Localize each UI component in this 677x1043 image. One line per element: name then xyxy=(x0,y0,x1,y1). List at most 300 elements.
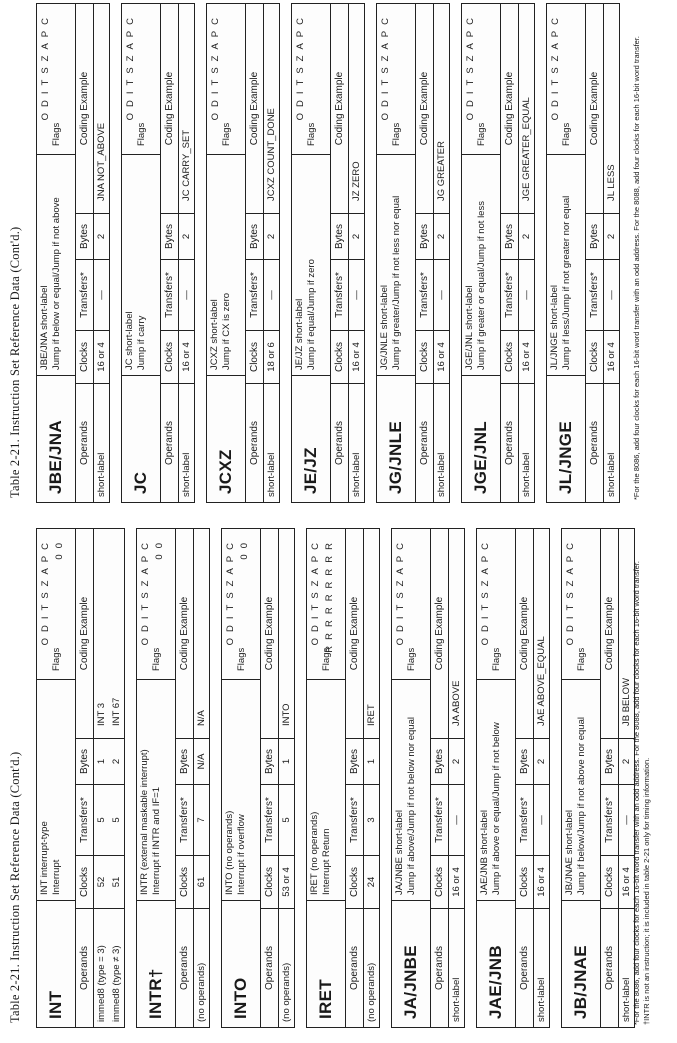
coding-example-cell: JB BELOW xyxy=(621,677,632,726)
column-headers xyxy=(76,529,94,1027)
column-headers xyxy=(501,4,519,502)
operands-header: Operands xyxy=(176,908,193,1027)
instruction-description xyxy=(207,154,245,375)
instruction-entry xyxy=(391,528,465,1028)
clocks-cell: 18 or 6 xyxy=(264,330,279,383)
bytes-header: Bytes xyxy=(431,738,448,784)
bytes-header: Bytes xyxy=(516,738,533,784)
instruction-entry xyxy=(306,528,380,1028)
flags-label: Flags xyxy=(306,122,317,146)
entry-header xyxy=(222,529,261,1027)
flags-box xyxy=(547,4,585,154)
instruction-entry xyxy=(461,3,535,503)
coding-example-header: Coding Example xyxy=(79,71,90,146)
clocks-cell: 16 or 4 xyxy=(604,330,619,383)
flag-names: ODITSZAPC xyxy=(295,12,306,121)
entry-header xyxy=(307,529,346,1027)
transfers-header: Transfers* xyxy=(431,784,448,855)
table-rows xyxy=(279,529,294,1027)
operand-cell: short-label xyxy=(604,383,619,502)
table-row xyxy=(519,4,534,502)
instruction-entry xyxy=(546,3,620,503)
flags-box xyxy=(462,4,500,154)
clocks-header: Clocks xyxy=(416,330,433,383)
entry-header xyxy=(562,529,601,1027)
mnemonic: INTO xyxy=(222,900,260,1027)
clocks-cell: 16 or 4 xyxy=(519,330,534,383)
table-rows xyxy=(194,529,209,1027)
flags-box xyxy=(207,4,245,154)
coding-example-header: Coding Example xyxy=(604,596,615,671)
column-headers xyxy=(331,4,349,502)
flag-values: 00 xyxy=(239,537,250,560)
coding-example-header: Coding Example xyxy=(419,71,430,146)
table-rows xyxy=(449,529,464,1027)
operand-cell: short-label xyxy=(449,908,464,1027)
clocks-header: Clocks xyxy=(346,855,363,908)
coding-example-cell: JZ ZERO xyxy=(351,161,362,201)
bytes-cell: 2 xyxy=(264,213,279,259)
bytes-header: Bytes xyxy=(501,213,518,259)
bytes-header: Bytes xyxy=(601,738,618,784)
clocks-cell: 16 or 4 xyxy=(349,330,364,383)
table-rows xyxy=(519,4,534,502)
operand-cell: short-label xyxy=(434,383,449,502)
coding-example-header: Coding Example xyxy=(249,71,260,146)
mnemonic: JE/JZ xyxy=(292,375,330,502)
bytes-header: Bytes xyxy=(161,213,178,259)
operand-cell: short-label xyxy=(619,908,634,1027)
clocks-header: Clocks xyxy=(431,855,448,908)
coding-example-header: Coding Example xyxy=(264,596,275,671)
bytes-cell: 2 xyxy=(109,738,124,784)
bytes-cell: 2 xyxy=(434,213,449,259)
bytes-cell: 2 xyxy=(349,213,364,259)
description-line-1: JC short-label xyxy=(124,311,135,370)
operand-cell: short-label xyxy=(94,383,109,502)
coding-example-cell: JCXZ COUNT_DONE xyxy=(266,108,277,201)
description-line-1: JL/JNGE short-label xyxy=(549,284,560,370)
clocks-header: Clocks xyxy=(76,855,93,908)
flag-names: ODITSZAPC xyxy=(480,537,491,646)
coding-example-cell: INTO xyxy=(281,703,292,726)
flags-label: Flags xyxy=(151,647,162,671)
flags-label: Flags xyxy=(391,122,402,146)
operands-header: Operands xyxy=(601,908,618,1027)
clocks-cell: 61 xyxy=(194,855,209,908)
description-line-1: JAE/JNB short-label xyxy=(479,809,490,895)
table-row xyxy=(534,529,549,1027)
clocks-header: Clocks xyxy=(331,330,348,383)
description-line-2: Jump if less/Jump if not greater nor equal xyxy=(561,195,572,370)
clocks-cell: 53 or 4 xyxy=(279,855,294,908)
table-rows xyxy=(364,529,379,1027)
operands-header: Operands xyxy=(261,908,278,1027)
column-headers xyxy=(431,529,449,1027)
clocks-cell: 16 or 4 xyxy=(179,330,194,383)
table-row xyxy=(264,4,279,502)
clocks-cell: 24 xyxy=(364,855,379,908)
description-line-2: Jump if below/Jump if not above nor equal xyxy=(576,717,587,895)
instruction-entry xyxy=(136,528,210,1028)
operand-cell: (no operands) xyxy=(194,908,209,1027)
bytes-cell: 1 xyxy=(279,738,294,784)
column-headers xyxy=(586,4,604,502)
flags-box xyxy=(222,529,260,679)
entry-header xyxy=(292,4,331,502)
left-column xyxy=(36,528,646,1028)
flag-names: ODITSZAPC xyxy=(465,12,476,121)
description-line-1: JG/JNLE short-label xyxy=(379,284,390,370)
transfers-cell: — xyxy=(604,259,619,330)
clocks-header: Clocks xyxy=(516,855,533,908)
instruction-description xyxy=(37,679,75,900)
operands-header: Operands xyxy=(431,908,448,1027)
entry-header xyxy=(547,4,586,502)
bytes-cell: 2 xyxy=(519,213,534,259)
operand-cell: short-label xyxy=(519,383,534,502)
footnote-right: *For the 8086, add four clocks for each 16-bit word transfer with an odd address. For the 8088, add four clocks for each 16-bit word transfer. xyxy=(632,36,641,500)
instruction-entry xyxy=(376,3,450,503)
table-row xyxy=(604,4,619,502)
instruction-description xyxy=(122,154,160,375)
description-line-2: Jump if equal/Jump if zero xyxy=(306,259,317,370)
transfers-cell: — xyxy=(264,259,279,330)
table-row xyxy=(364,529,379,1027)
description-line-2: Jump if CX is zero xyxy=(221,292,232,370)
footnote-left-line-1: *For the 8086, add four clocks for each 16-bit word transfer with an odd address. For the 8088, add four clocks for each 16-bit word transfer. xyxy=(632,561,641,1025)
instruction-description xyxy=(377,154,415,375)
flags-label: Flags xyxy=(406,647,417,671)
bytes-header: Bytes xyxy=(76,738,93,784)
transfers-header: Transfers* xyxy=(76,784,93,855)
coding-example-header: Coding Example xyxy=(334,71,345,146)
transfers-header: Transfers* xyxy=(501,259,518,330)
description-line-1: JGE/JNL short-label xyxy=(464,285,475,370)
table-title-left: Table 2-21. Instruction Set Reference Data (Cont'd.) xyxy=(8,751,22,1023)
transfers-cell: — xyxy=(349,259,364,330)
flags-label: Flags xyxy=(321,647,332,671)
instruction-entry xyxy=(561,528,635,1028)
instruction-entry xyxy=(291,3,365,503)
footnote-left-line-2: †INTR is not an instruction; it is included in table 2-21 only for timing information. xyxy=(642,757,651,1025)
bytes-cell: 1 xyxy=(364,738,379,784)
operands-header: Operands xyxy=(76,908,93,1027)
operand-cell: immed8 (type ≠ 3) xyxy=(109,908,124,1027)
flags-label: Flags xyxy=(221,122,232,146)
mnemonic: JL/JNGE xyxy=(547,375,585,502)
transfers-header: Transfers* xyxy=(246,259,263,330)
description-line-2: Interrupt if INTR and IF=1 xyxy=(151,787,162,895)
flags-label: Flags xyxy=(51,122,62,146)
transfers-cell: — xyxy=(434,259,449,330)
mnemonic: JC xyxy=(122,375,160,502)
mnemonic: IRET xyxy=(307,900,345,1027)
flag-names: ODITSZAPC xyxy=(380,12,391,121)
flags-label: Flags xyxy=(561,122,572,146)
bytes-header: Bytes xyxy=(76,213,93,259)
flag-names: ODITSZAPC xyxy=(225,537,236,646)
transfers-cell: 5 xyxy=(109,784,124,855)
coding-example-cell: JG GREATER xyxy=(436,141,447,201)
clocks-cell: 52 xyxy=(94,855,109,908)
table-rows xyxy=(264,4,279,502)
description-line-1: INTR (external maskable interrupt) xyxy=(139,749,150,895)
clocks-cell: 16 or 4 xyxy=(449,855,464,908)
flags-box xyxy=(562,529,600,679)
clocks-header: Clocks xyxy=(261,855,278,908)
description-line-1: INT interrupt-type xyxy=(39,821,50,895)
flag-names: ODITSZAPC xyxy=(140,537,151,646)
instruction-entry xyxy=(206,3,280,503)
transfers-cell: — xyxy=(519,259,534,330)
coding-example-cell: JA ABOVE xyxy=(451,680,462,726)
table-rows xyxy=(94,529,124,1027)
flags-box xyxy=(37,529,75,679)
right-column xyxy=(36,3,631,503)
flag-names: ODITSZAPC xyxy=(565,537,576,646)
column-headers xyxy=(246,4,264,502)
coding-example-cell: JL LESS xyxy=(606,164,617,201)
flag-names: ODITSZAPC xyxy=(40,12,51,121)
flags-box xyxy=(307,529,345,679)
entry-header xyxy=(137,529,176,1027)
coding-example-header: Coding Example xyxy=(349,596,360,671)
description-line-2: Jump if greater/Jump if not less nor equal xyxy=(391,195,402,370)
bytes-header: Bytes xyxy=(261,738,278,784)
instruction-entry xyxy=(121,3,195,503)
table-row xyxy=(434,4,449,502)
coding-example-header: Coding Example xyxy=(164,71,175,146)
table-row xyxy=(109,529,124,1027)
description-line-1: INTO (no operands) xyxy=(224,810,235,895)
table-rows xyxy=(94,4,109,502)
bytes-cell: 2 xyxy=(179,213,194,259)
instruction-entry xyxy=(36,3,110,503)
operand-cell: short-label xyxy=(179,383,194,502)
instruction-description xyxy=(37,154,75,375)
transfers-cell: 5 xyxy=(94,784,109,855)
table-row xyxy=(279,529,294,1027)
column-headers xyxy=(601,529,619,1027)
flags-label: Flags xyxy=(491,647,502,671)
transfers-header: Transfers* xyxy=(176,784,193,855)
coding-example-header: Coding Example xyxy=(434,596,445,671)
operands-header: Operands xyxy=(76,383,93,502)
transfers-header: Transfers* xyxy=(161,259,178,330)
description-line-1: JE/JZ short-label xyxy=(294,298,305,370)
entry-header xyxy=(377,4,416,502)
coding-example-cell: IRET xyxy=(366,704,377,726)
transfers-cell: 3 xyxy=(364,784,379,855)
operands-header: Operands xyxy=(331,383,348,502)
mnemonic: JGE/JNL xyxy=(462,375,500,502)
coding-example-header: Coding Example xyxy=(79,596,90,671)
flags-label: Flags xyxy=(476,122,487,146)
table-row xyxy=(449,529,464,1027)
entry-header xyxy=(477,529,516,1027)
description-line-2: Jump if above or equal/Jump if not below xyxy=(491,722,502,895)
bytes-cell: 2 xyxy=(94,213,109,259)
bytes-cell: 2 xyxy=(604,213,619,259)
flag-values: RRRRRRRRR xyxy=(324,537,335,653)
transfers-header: Transfers* xyxy=(601,784,618,855)
flag-names: ODITSZAPC xyxy=(395,537,406,646)
column-headers xyxy=(261,529,279,1027)
table-row xyxy=(94,529,109,1027)
description-line-2: Jump if above/Jump if not below nor equal xyxy=(406,717,417,895)
footnote-left xyxy=(632,525,652,1025)
coding-example-cell: JC CARRY_SET xyxy=(181,129,192,201)
entry-header xyxy=(462,4,501,502)
instruction-description xyxy=(222,679,260,900)
bytes-header: Bytes xyxy=(416,213,433,259)
instruction-description xyxy=(307,679,345,900)
table-rows xyxy=(179,4,194,502)
coding-example-header: Coding Example xyxy=(179,596,190,671)
operand-cell: (no operands) xyxy=(364,908,379,1027)
clocks-header: Clocks xyxy=(601,855,618,908)
entry-header xyxy=(392,529,431,1027)
operands-header: Operands xyxy=(346,908,363,1027)
operand-cell: (no operands) xyxy=(279,908,294,1027)
coding-example-cell: JNA NOT_ABOVE xyxy=(96,122,107,201)
description-line-1: IRET (no operands) xyxy=(309,811,320,895)
transfers-header: Transfers* xyxy=(586,259,603,330)
column-headers xyxy=(346,529,364,1027)
table-row xyxy=(349,4,364,502)
instruction-description xyxy=(292,154,330,375)
column-headers xyxy=(76,4,94,502)
mnemonic: JBE/JNA xyxy=(37,375,75,502)
entry-header xyxy=(37,529,76,1027)
coding-example-cell: INT 67 xyxy=(111,697,122,726)
table-rows xyxy=(534,529,549,1027)
operands-header: Operands xyxy=(246,383,263,502)
bytes-cell: 1 xyxy=(94,738,109,784)
table-rows xyxy=(349,4,364,502)
flag-names: ODITSZAPC xyxy=(40,537,51,646)
table-row xyxy=(179,4,194,502)
flag-names: ODITSZAPC xyxy=(125,12,136,121)
instruction-entry xyxy=(36,528,125,1028)
table-rows xyxy=(604,4,619,502)
instruction-description xyxy=(137,679,175,900)
transfers-cell: — xyxy=(619,784,634,855)
flags-label: Flags xyxy=(576,647,587,671)
bytes-cell: N/A xyxy=(194,738,209,784)
flags-label: Flags xyxy=(51,647,62,671)
operands-header: Operands xyxy=(416,383,433,502)
transfers-header: Transfers* xyxy=(346,784,363,855)
clocks-cell: 16 or 4 xyxy=(534,855,549,908)
mnemonic: JG/JNLE xyxy=(377,375,415,502)
description-line-2: Jump if greater or equal/Jump if not less xyxy=(476,201,487,370)
transfers-header: Transfers* xyxy=(416,259,433,330)
table-row xyxy=(194,529,209,1027)
bytes-header: Bytes xyxy=(331,213,348,259)
description-line-1: JB/JNAE short-label xyxy=(564,809,575,895)
table-title-right: Table 2-21. Instruction Set Reference Data (Cont'd.) xyxy=(8,226,22,498)
coding-example-cell: JGE GREATER_EQUAL xyxy=(521,97,532,201)
mnemonic: INTR† xyxy=(137,900,175,1027)
flag-names: ODITSZAPC xyxy=(550,12,561,121)
column-headers xyxy=(176,529,194,1027)
flags-label: Flags xyxy=(236,647,247,671)
flag-names: ODITSZAPC xyxy=(210,12,221,121)
coding-example-cell: JAE ABOVE_EQUAL xyxy=(536,636,547,726)
clocks-cell: 16 or 4 xyxy=(94,330,109,383)
flag-names: ODITSZAPC xyxy=(310,537,321,646)
entry-header xyxy=(37,4,76,502)
entry-header xyxy=(207,4,246,502)
operand-cell: short-label xyxy=(534,908,549,1027)
transfers-cell: — xyxy=(449,784,464,855)
flags-box xyxy=(37,4,75,154)
flag-values: 00 xyxy=(54,537,65,560)
instruction-description xyxy=(562,679,600,900)
transfers-header: Transfers* xyxy=(261,784,278,855)
flags-box xyxy=(122,4,160,154)
flag-values: 00 xyxy=(154,537,165,560)
column-headers xyxy=(161,4,179,502)
clocks-cell: 16 or 4 xyxy=(434,330,449,383)
coding-example-cell: INT 3 xyxy=(96,702,107,726)
bytes-header: Bytes xyxy=(246,213,263,259)
bytes-cell: 2 xyxy=(449,738,464,784)
clocks-header: Clocks xyxy=(586,330,603,383)
column-headers xyxy=(416,4,434,502)
flags-box xyxy=(392,529,430,679)
operand-cell: short-label xyxy=(264,383,279,502)
clocks-cell: 16 or 4 xyxy=(619,855,634,908)
coding-example-cell: N/A xyxy=(196,710,207,726)
flags-label: Flags xyxy=(136,122,147,146)
operands-header: Operands xyxy=(586,383,603,502)
table-rows xyxy=(434,4,449,502)
column-headers xyxy=(516,529,534,1027)
flags-box xyxy=(137,529,175,679)
transfers-header: Transfers* xyxy=(331,259,348,330)
clocks-header: Clocks xyxy=(501,330,518,383)
entry-header xyxy=(122,4,161,502)
description-line-1: JA/JNBE short-label xyxy=(394,809,405,895)
transfers-cell: 5 xyxy=(279,784,294,855)
bytes-header: Bytes xyxy=(586,213,603,259)
transfers-cell: — xyxy=(534,784,549,855)
instruction-entry xyxy=(476,528,550,1028)
operands-header: Operands xyxy=(161,383,178,502)
instruction-entry xyxy=(221,528,295,1028)
instruction-description xyxy=(462,154,500,375)
coding-example-header: Coding Example xyxy=(589,71,600,146)
description-line-2: Interrupt Return xyxy=(321,828,332,895)
description-line-1: JBE/JNA short-label xyxy=(39,285,50,370)
transfers-cell: — xyxy=(94,259,109,330)
bytes-header: Bytes xyxy=(176,738,193,784)
description-line-2: Jump if carry xyxy=(136,315,147,370)
transfers-cell: 7 xyxy=(194,784,209,855)
mnemonic: JCXZ xyxy=(207,375,245,502)
transfers-header: Transfers* xyxy=(76,259,93,330)
instruction-description xyxy=(477,679,515,900)
mnemonic: JAE/JNB xyxy=(477,900,515,1027)
clocks-cell: 51 xyxy=(109,855,124,908)
transfers-cell: — xyxy=(179,259,194,330)
bytes-header: Bytes xyxy=(346,738,363,784)
description-line-2: Interrupt xyxy=(51,859,62,895)
bytes-cell: 2 xyxy=(534,738,549,784)
